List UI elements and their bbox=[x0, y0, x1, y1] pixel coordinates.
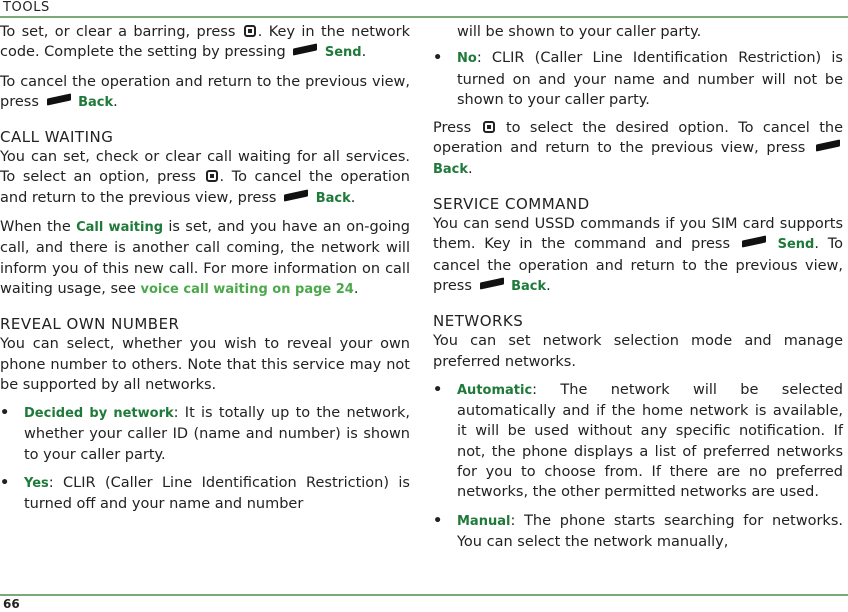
right-column bbox=[433, 22, 843, 560]
bullet-icon: • bbox=[0, 405, 10, 422]
call-waiting-paragraph-2: When the Call waiting is set, and you have an on-going call, and there is another call coming, the network will inform you of this new call. For more information on call waiting usage, see voice call waiting on page 24. bbox=[0, 219, 411, 297]
option-keyword: Automatic bbox=[457, 382, 533, 398]
send-keyword: Send bbox=[777, 237, 815, 253]
list-item: • Yes: CLIR (Caller Line Identification Restriction) is turned off and your name and number bbox=[0, 475, 410, 513]
bullet-icon: • bbox=[433, 381, 443, 398]
call-waiting-keyword: Call waiting bbox=[76, 220, 164, 236]
list-item: • Decided by network: It is totally up to the network, whether your caller ID (name and number) is shown to your caller party. bbox=[0, 405, 410, 463]
call-waiting-paragraph-1: You can set, check or clear call waiting for all services. To select an option, press . To cancel the operation and return to the previous view, press Back. bbox=[0, 149, 410, 206]
call-waiting-heading: CALL WAITING bbox=[0, 128, 114, 147]
service-command-heading: SERVICE COMMAND bbox=[433, 195, 590, 214]
back-keyword: Back bbox=[78, 94, 114, 110]
barring-paragraph: To set, or clear a barring, press . Key in the network code. Complete the setting by pressing Send. bbox=[0, 24, 411, 61]
select-option-paragraph: Press to select the desired option. To cancel the operation and return to the previous view, press Back. bbox=[433, 120, 844, 177]
soft-key-icon bbox=[742, 236, 766, 248]
bullet-icon: • bbox=[0, 475, 10, 492]
option-keyword: Yes bbox=[24, 476, 49, 492]
bullet-icon: • bbox=[433, 512, 443, 529]
cancel-paragraph: To cancel the operation and return to the previous view, press Back. bbox=[0, 73, 410, 110]
left-column bbox=[0, 22, 410, 523]
list-item: • No: CLIR (Caller Line Identification Restriction) is turned on and your name and number will not be shown to your caller party. bbox=[433, 50, 843, 108]
bullet-icon: • bbox=[433, 50, 443, 67]
back-keyword: Back bbox=[315, 190, 351, 206]
networks-paragraph: You can set network selection mode and manage preferred networks. bbox=[433, 333, 843, 370]
send-keyword: Send bbox=[324, 45, 362, 61]
option-keyword: Manual bbox=[457, 513, 511, 529]
option-keyword: Decided by network bbox=[24, 406, 174, 422]
back-keyword: Back bbox=[433, 161, 469, 177]
soft-key-icon bbox=[284, 189, 308, 201]
list-item: • Manual: The phone starts searching for networks. You can select the network manually, bbox=[433, 512, 843, 550]
option-keyword: No bbox=[457, 51, 477, 67]
reveal-number-paragraph: You can select, whether you wish to reveal your own phone number to others. Note that this service may not be supported by all networks. bbox=[0, 336, 410, 393]
service-command-paragraph: You can send USSD commands if you SIM card supports them. Key in the command and press Send. To cancel the operation and return to the previous view, press Back. bbox=[433, 216, 843, 294]
soft-key-icon bbox=[480, 277, 504, 289]
soft-key-icon bbox=[816, 140, 840, 152]
reveal-number-heading: REVEAL OWN NUMBER bbox=[0, 315, 180, 334]
page-number: 66 bbox=[3, 597, 20, 611]
soft-key-icon bbox=[293, 44, 317, 56]
networks-heading: NETWORKS bbox=[433, 312, 524, 331]
nav-key-icon bbox=[244, 25, 256, 37]
top-divider bbox=[0, 16, 848, 18]
nav-key-icon bbox=[483, 121, 495, 133]
bottom-divider bbox=[0, 594, 848, 596]
section-header: TOOLS bbox=[3, 0, 50, 15]
soft-key-icon bbox=[47, 93, 71, 105]
nav-key-icon bbox=[206, 170, 218, 182]
continuation-text: will be shown to your caller party. bbox=[457, 24, 702, 40]
back-keyword: Back bbox=[511, 278, 547, 294]
list-item: • Automatic: The network will be selected automatically and if the home network is available, it will be used without any specific notification. If not, the phone displays a list of preferred networks for you to choose from. If there are no preferred networks, the other permitted networks are used. bbox=[433, 381, 843, 501]
voice-call-waiting-link[interactable]: voice call waiting on page 24 bbox=[140, 281, 354, 297]
